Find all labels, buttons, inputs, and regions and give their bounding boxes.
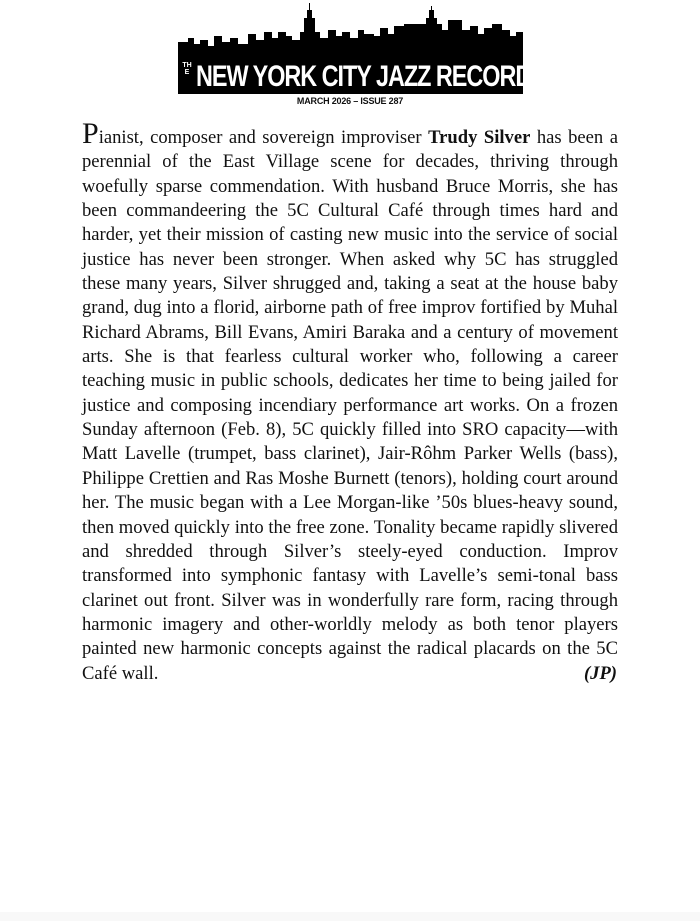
author-initials: (JP) — [583, 662, 617, 684]
article-lead: ianist, composer and sovereign improviser — [98, 127, 429, 148]
issue-date-line: MARCH 2026 – ISSUE 287 — [296, 96, 404, 106]
article-body — [82, 117, 618, 686]
masthead-prefix: THE — [182, 62, 192, 76]
masthead-title: NEW YORK CITY JAZZ RECORD — [196, 60, 532, 93]
masthead-logo — [178, 2, 532, 94]
article-text: has been a perennial of the East Village scene for decades, thriving through woefully sparse commendation. With husband Bruce Morris, she has been commandeering the 5C Cultural Café through times hard and harder, yet their mission of casting new music into the service of social justice has never been stronger. When asked why 5C has struggled these many years, Silver shrugged and, taking a seat at the house baby grand, dug into a florid, airborne path of free improv fortified by Muhal Richard Abrams, Bill Evans, Amiri Baraka and a century of movement arts. She is that fearless cultural worker who, following a career teaching music in public schools, dedicates her time to being jailed for justice and composing incendiary performance art works. On a frozen Sunday afternoon (Feb. 8), 5C quickly filled into SRO capacity—with Matt Lavelle (trumpet, bass clarinet), Jair-Rôhm Parker Wells (bass), Philippe Crettien and Ras Moshe Burnett (tenors), holding court around her. The music began with a Lee Morgan-like ’50s blues-heavy sound, then moved quickly into the free zone. Tonality became rapidly slivered and shredded through Silver’s steely-eyed conduction. Improv transformed into symphonic fantasy with Lavelle’s semi-tonal bass clarinet out front. Silver was in wonderfully rare form, racing through harmonic imagery and other-worldly melody as both tenor players painted new harmonic concepts against the radical placards on the 5C Café wall. — [82, 127, 618, 684]
page-bottom-strip — [0, 912, 700, 921]
subject-name: Trudy Silver — [428, 127, 531, 148]
drop-cap: P — [82, 117, 99, 150]
